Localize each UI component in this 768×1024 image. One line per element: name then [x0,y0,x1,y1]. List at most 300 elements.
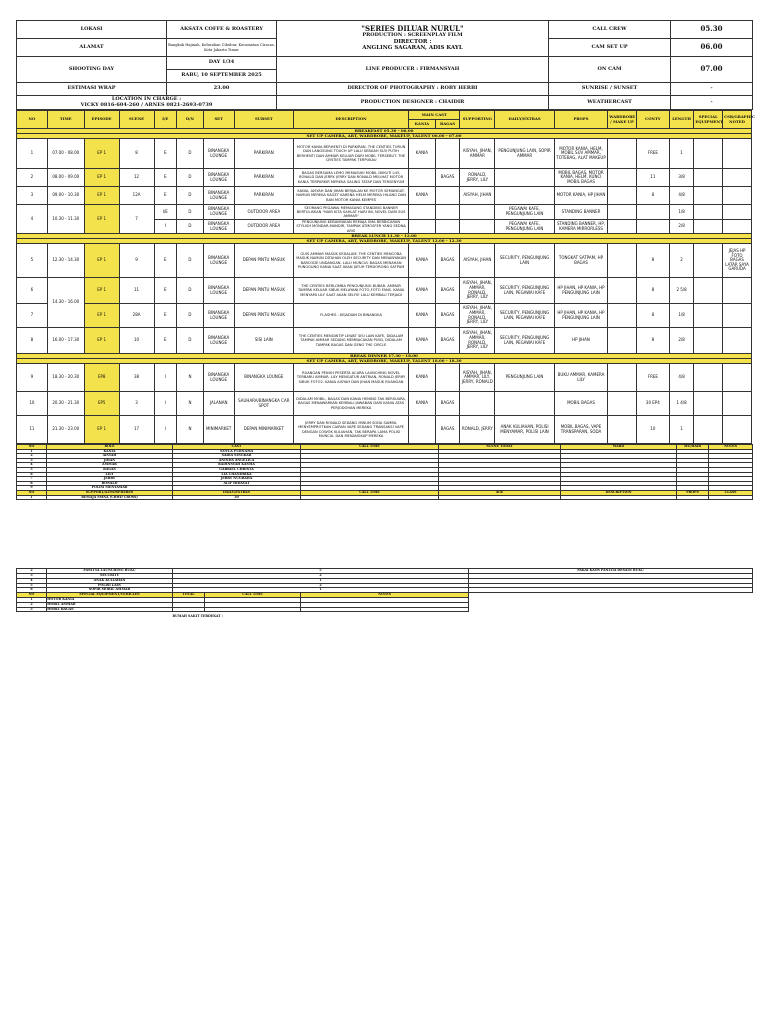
scene-wardrobe [608,187,637,205]
scene-row[interactable] [17,244,752,278]
scene-csr [723,278,752,304]
extras-qty: 2 [173,583,469,588]
scene-no: 5 [17,244,48,278]
scene-set: BINANGKA LOUNGE [203,169,234,187]
scene-props: MOTOR KANIA, HELM, MOBIL SUV AMMAR, TOTEBAG, ALAT MAKEUP [554,139,607,169]
col-supporting: SUPPORTING [460,111,495,129]
cast-name: SABIA SINGKAR [173,454,301,459]
scene-supporting: AISYAH, JIHAN, AMMAR, LILY, JERRY, RONALD [460,364,495,392]
production-designer: PRODUCTION DESIGNER : CHAIDIR [277,96,549,110]
scene-special [694,304,723,328]
scene-number: 8 [119,139,154,169]
scene-supporting: AISYAH, JIHAN [460,244,495,278]
scene-cast-a: KANIA [409,392,436,416]
scene-cast-b [435,205,460,220]
scene-cast-b: BAGAS [435,278,460,304]
cast-head-call: CALL TIME [301,445,439,450]
day-value: DAY 1/34 [167,57,277,70]
scene-length: 4/8 [669,187,694,205]
scene-episode: EP 1 [84,278,119,304]
scene-episode: EP 1 [84,187,119,205]
scene-subset: SISI LAIN [234,328,294,354]
support-no: 1 [17,495,47,500]
col-no: NO [17,111,48,129]
scene-description: PENGUNJUNG KEBANYAKAN REMAJA SMA BERBICARAN STYLISH MONDAR-MANDIR, TAMPAK ATMOSFER YANG SEDNA ARIS [294,220,409,234]
weathercast-value: - [671,96,753,110]
scene-special [694,328,723,354]
scene-supporting: AISYAH, JIHAN [460,187,495,205]
scene-ie: I [154,392,177,416]
support-head-age: AGE [439,490,561,495]
scene-csr [723,304,752,328]
support-head-desc: DESCRIPTION [561,490,677,495]
cast-name: ALIF HIDAYAT [173,481,301,486]
scene-time: 20.30 - 21.30 [47,392,84,416]
scene-number: 10 [119,328,154,354]
cast-role: RONALD [47,481,173,486]
scene-props: MOBIL BAGAS, VAPE TRANSPARAN, SODA [554,416,607,444]
equip-item: MOTOR KANIA [47,597,173,602]
scene-props: MOTOR KANIA, HP JIHAN [554,187,607,205]
scene-description: MOTOR KANIA BERHENTI DI PARKIRAN. THE CENTIES TURUN DAN LANGSUNG TOUCH UP LALU SEBUAH SUV PUTIH BERHENTI DAN AMMAR KELUAR DARI MOBIL TERSEBUT. THE CENTIES TAMPAK TERPUKAU [294,139,409,169]
scene-length: 4/8 [669,364,694,392]
scene-conty: FREE [636,364,669,392]
scene-number: 28A [119,304,154,328]
scene-cast-a: KANIA [409,278,436,304]
scene-row[interactable] [17,392,752,416]
scene-csr: JEJAS HP FOTO BAGAS LATAR SAYA GARUDA [723,244,752,278]
scene-ie: I/E [154,205,177,220]
series-title-cell [277,21,549,57]
scene-row[interactable] [17,278,752,304]
scene-supporting [460,220,495,234]
scene-cast-b: BAGAS [435,328,460,354]
dop: DIRECTOR OF PHOTOGRAPHY : ROBY HERBI [277,83,549,96]
scene-supporting [460,205,495,220]
cast-role: LILY [47,472,173,477]
scene-number: 3 [119,392,154,416]
scene-ie: I [154,416,177,444]
scene-daily: SECURITY, PENGUNJUNG LAIN [495,244,555,278]
extras-no: 3 [17,573,47,578]
col-conty: CONTY [636,111,669,129]
scene-supporting: AISYAH, JIHAN, AMMAR, RONALD, JERRY, LILY [460,278,495,304]
scene-special [694,139,723,169]
scene-conty: 10 [636,416,669,444]
scene-row[interactable] [17,187,752,205]
col-main-cast: MAIN CAST [409,111,460,120]
scene-time: 07.00 - 08.00 [47,139,84,169]
cam-setup-label: CAM SET UP [549,39,671,57]
band-setup3: SET UP CAMERA, ART, WARDROBE, MAKEUP, TALENT 18.00 - 18.30 [17,359,752,364]
scene-csr [723,187,752,205]
scene-no: 4 [17,205,48,234]
scene-special [694,205,723,220]
scene-cast-a [409,169,436,187]
support-head-cast: DAILY/EXTRAS [173,490,301,495]
scene-conty: 11 [636,169,669,187]
scene-cast-b: BAGAS [435,416,460,444]
sunrise-value: - [671,83,753,96]
scene-time: 10.30 - 11.30 [47,205,84,234]
scene-cast-a [409,205,436,220]
extras-qty: 1 [173,578,469,583]
scene-episode: EP 1 [84,416,119,444]
schedule-table [16,110,756,444]
director-value: ANGLING SAGARAN, ADIS KAYL [362,45,463,52]
scene-special [694,364,723,392]
scene-daily [495,187,555,205]
cast-name: NOVLA PURNAMA [173,449,301,454]
col-daily: DAILY/EXTRAS [495,111,555,129]
cast-name: RADINSYAH KASMA [173,463,301,468]
scene-supporting: AISYAH, JIHAN, AMMAR, RONALD, JERRY, LILY [460,304,495,328]
scene-daily [495,392,555,416]
scene-subset: PARKIRAN [234,139,294,169]
cast-head-scene: SCENE TODAY [439,445,561,450]
scene-daily: PEGAWAI KAFE, PENGUNJUNG LAIN [495,205,555,220]
scene-row[interactable] [17,364,752,392]
scene-daily: PEGAWAI KAFE, PENGUNJUNG LAIN [495,220,555,234]
scene-daily: PENGUNJUNG LAIN [495,364,555,392]
col-cast-a: KANIA [409,120,436,129]
equip-head-call: CALL TIME [205,593,301,598]
scene-no: 2 [17,169,48,187]
band-lunch: BREAK LUNCH 11.30 - 12.00 [17,234,752,239]
scene-props: TONGKAT SATPAM, HP BAGAS [554,244,607,278]
call-sheet [16,20,756,622]
scene-length: 3/8 [669,169,694,187]
col-description: DESCRIPTION [294,111,409,129]
scene-props: BUKU AMMAR, KAMERA LILY [554,364,607,392]
cast-role: JIHAN [47,458,173,463]
scene-conty [636,220,669,234]
band-dinner: BREAK DINNER 17.30 - 18.00 [17,354,752,359]
cast-no: 2 [17,454,47,459]
scene-description: RUANGAN PENUH PESERTA ACARA LAUNCHING NOVEL TERBARU AMMAR. LILY MENGATUR ANTRIAN, RONALD JERRY SIBUK FOTO2. KANIA AISYAH DAN JIHAN MASUK RUANGAN [294,364,409,392]
col-csr: CSR/GRAPHIC NOTED [723,111,752,129]
band-setup2: SET UP CAMERA, ART, WARDROBE, MAKEUP, TALENT 12.00 - 12.30 [17,239,752,244]
scene-time: 18.30 - 20.30 [47,364,84,392]
scene-wardrobe [608,244,637,278]
scene-no: 7 [17,304,48,328]
cast-head-notes: NOTES [709,445,753,450]
scene-number: 7 [119,205,154,234]
scene-description: KANIA, AISYAH DAN JIHAN BERJALAN KE MOTOR SEMANGAT. NAMUN MEREKA KAGET KARENA HELM MEREKA HILANG DAN BAN MOTOR KANIA KEMPES [294,187,409,205]
col-special: SPECIAL EQUIPMENT [694,111,723,129]
scene-no: 9 [17,364,48,392]
scene-conty: 30 EP4 [636,392,669,416]
scene-episode: EP 1 [84,139,119,169]
scene-cast-b: BAGAS [435,304,460,328]
scene-length: 1 [669,416,694,444]
scene-wardrobe [608,139,637,169]
scene-set: BINANGKA LOUNGE [203,244,234,278]
col-set: SET [203,111,234,129]
scene-special [694,416,723,444]
scene-subset: DEPAN PINTU MASUK [234,244,294,278]
lower-table [16,568,753,622]
scene-number: 12A [119,187,154,205]
band-breakfast: BREAKFAST 05.30 - 06.00 [17,129,752,134]
scene-subset: PARKIRAN [234,169,294,187]
date-value: RABU, 10 SEPTEMBER 2025 [167,70,277,83]
scene-subset: OUTDOOR AREA [234,220,294,234]
scene-csr [723,392,752,416]
cast-name: ANINDA ANGELICA [173,458,301,463]
scene-no: 11 [17,416,48,444]
scene-dn: D [177,244,204,278]
extras-qty: 2 [173,573,469,578]
line-producer: LINE PRODUCER : FIRMANSYAH [277,57,549,83]
scene-length: 2 [669,244,694,278]
cast-name: JERRY NUGRAHA [173,477,301,482]
cast-table [16,444,753,500]
extras-no: 4 [17,578,47,583]
scene-props: MOBIL BAGAS [554,392,607,416]
scene-ie: E [154,169,177,187]
alamat-value: Bangkok Hajinah, Kelurahan Cibubur, Kecamatan Ciracas, Kota Jakarta Timur [167,39,277,57]
scene-dn: D [177,220,204,234]
extras-role: SECURITY [47,573,173,578]
scene-row[interactable] [17,169,752,187]
extras-no: 6 [17,588,47,593]
scene-special [694,187,723,205]
scene-special [694,220,723,234]
call-crew-label: CALL CREW [549,21,671,39]
scene-length: 2/8 [669,220,694,234]
scene-no: 1 [17,139,48,169]
scene-wardrobe [608,416,637,444]
scene-subset: PARKIRAN [234,187,294,205]
scene-time: 08.00 - 09.00 [47,169,84,187]
scene-episode: EP 1 [84,328,119,354]
scene-props: STANDING BANNER [554,205,607,220]
scene-cast-b: BAGAS [435,244,460,278]
scene-wardrobe [608,364,637,392]
scene-ie: E [154,304,177,328]
cast-no: 7 [17,477,47,482]
scene-conty: FREE [636,139,669,169]
wrap-label: ESTIMASI WRAP [17,83,167,96]
cast-name: LIA CHANDRIKA [173,472,301,477]
scene-episode: EP 1 [84,244,119,278]
extras-qty: 1 [173,588,469,593]
scene-conty: 8 [636,244,669,278]
scene-dn: N [177,364,204,392]
scene-wardrobe [608,220,637,234]
scene-description: THE CENTIES MENGINTIP LEWAT SISI LAIN KAFE, DIDALAM TAMPAK AMMAR SEDANG MEMBACAKAN PUISI, DIDALAM TAMPAK BAGAS DAN GENG THE CIRCLE [294,328,409,354]
equip-no: 3 [17,607,47,612]
scene-props: HP JIHAN, HP KANIA, HP PENGUNJUNG LAIN [554,304,607,328]
wrap-value: 23.00 [167,83,277,96]
scene-cast-a: KANIA [409,328,436,354]
col-length: LENGTH [669,111,694,129]
header-table [16,20,753,110]
scene-dn: N [177,416,204,444]
col-time: TIME [47,111,84,129]
scene-description: SEORANG PEGAWAI MEMASANG STANDING BANNER BERTULISKAN "NIAR KITA SAHLAT HARI INI, NOVEL DARI SUS AMMAR" [294,205,409,220]
scene-dn: N [177,392,204,416]
scene-wardrobe [608,205,637,220]
scene-cast-b [435,220,460,234]
scene-subset: DEPAN PINTU MASUK [234,278,294,304]
scene-length: 1/8 [669,205,694,220]
equip-no: 1 [17,597,47,602]
scene-set: BINANGKA LOUNGE [203,220,234,234]
support-head-class: CLASS [709,490,753,495]
scene-csr [723,220,752,234]
scene-dn: D [177,169,204,187]
director-label: DIRECTOR : [393,39,432,46]
production-company: PRODUCTION : SCREENPLAY FILM [362,32,463,39]
scene-dn: D [177,187,204,205]
support-head-props: PROPS [677,490,709,495]
cast-no: 6 [17,472,47,477]
scene-dn: D [177,139,204,169]
scene-wardrobe [608,304,637,328]
on-cam-value: 07.00 [671,57,753,83]
col-episode: EPISODE [84,111,119,129]
support-empty-cell [709,495,753,500]
scene-description: BAGAS BERSAMA LEMO MEMASUKI MOBIL DIIKUTI LILY, RONALD DAN JERRY. JERRY DAN RONALD MELIHAT MOTOR KANIA TERPARKIR MEREKA SALING TATAP DAN TERSENYUM [294,169,409,187]
scene-props: STANDING BANNER, HP, KAMERA MIRRORLESS [554,220,607,234]
scene-cast-b: BAGAS [435,169,460,187]
cast-head-ward: WARD [561,445,677,450]
cast-name: GABRIEL CHRISTA [173,467,301,472]
scene-length: 2/8 [669,328,694,354]
scene-length: 2 5/8 [669,278,694,304]
extras-notes: PAKAI KAOS PANITIA DESAIN BUKU [469,569,753,574]
cast-head-role: ROLE [47,445,173,450]
scene-set: BINANGKA LOUNGE [203,139,234,169]
scene-daily: SECURITY, PENGUNJUNG LAIN, PEGAWAI KAFE [495,328,555,354]
location-incharge-label: LOCATION IN CHARGE : [111,95,182,102]
support-row[interactable] [17,495,753,500]
scene-set: BINANGKA LOUNGE [203,364,234,392]
scene-ie: E [154,328,177,354]
cast-role: BAGAS [47,467,173,472]
scene-cast-a: KANIA [409,364,436,392]
equip-head-item: SPECIAL EQUIPMENT/VEHICLES [47,593,173,598]
scene-props: MOBIL BAGAS, MOTOR KANIA, HELM, KUNCI MOBIL BAGAS [554,169,607,187]
support-head-call: CALL TIME [301,490,439,495]
scene-length: 1/8 [669,304,694,328]
cam-setup-value: 06.00 [671,39,753,57]
scene-special [694,244,723,278]
col-scene: SCENE [119,111,154,129]
scene-subset: SAUHARA/BINANGKA CAR SPOT [234,392,294,416]
on-cam-label: ON CAM [549,57,671,83]
series-title: "SERIES DILUAR NURUL" [361,24,464,34]
scene-wardrobe [608,169,637,187]
lokasi-value: AKSATA COFFE & ROASTERY [167,21,277,39]
scene-row[interactable] [17,328,752,354]
scene-props: HP JIHAN, HP KANIA, HP PENGUNJUNG LAIN [554,278,607,304]
scene-row[interactable] [17,205,752,220]
scene-row[interactable] [17,139,752,169]
cast-role: POLISI MENYAMAR [47,486,173,491]
support-role: REMAJA SMNA (CRWD CROSS) [47,495,173,500]
scene-subset: OUTDOOR AREA [234,205,294,220]
cast-no: 3 [17,458,47,463]
cast-role: AMMAR [47,463,173,468]
scene-wardrobe [608,278,637,304]
scene-supporting: AISYAH, JIHAN, AMMAR, RONALD, JERRY, LILY [460,328,495,354]
extras-no: 2 [17,569,47,574]
hospital-label: RUMAH SAKIT TERDEKAT : [172,614,223,619]
scene-ie: E [154,187,177,205]
cast-no: 5 [17,467,47,472]
scene-episode: EP 1 [84,205,119,234]
scene-description: DIDALAM MOBIL, BAGAS DAN KANIA HENING TAK BERSUARA, BAGAS MENAWARKAN KEMBALI JAWABAN DARI KANIA ATAS PERJODOHAN MEREKA [294,392,409,416]
cast-head-cast: CAST [173,445,301,450]
scene-time: 09.00 - 10.30 [47,187,84,205]
scene-csr [723,139,752,169]
cast-head-no: NO [17,445,47,450]
scene-special [694,392,723,416]
extras-qty: 5 [173,569,469,574]
scene-number: 17 [119,416,154,444]
scene-cast-a [409,220,436,234]
scene-subset: DEPAN PINTU MASUK [234,304,294,328]
support-empty-cell [677,495,709,500]
scene-set: BINANGKA LOUNGE [203,205,234,220]
hospital-row [17,612,753,623]
scene-wardrobe [608,328,637,354]
shooting-day-label: SHOOTING DAY [17,57,167,83]
equip-item: MOBIL BAGAS [47,607,173,612]
scene-length: 1 [669,139,694,169]
scene-subset: DEPAN MINIMARKET [234,416,294,444]
scene-number: 11 [119,278,154,304]
scene-row[interactable] [17,304,752,328]
hospital-spacer [17,612,173,623]
weathercast-label: WEATHERCAST [549,96,671,110]
scene-cast-b [435,139,460,169]
scene-time: 21.30 - 23.00 [47,416,84,444]
scene-cast-a [409,416,436,444]
scene-set: BINANGKA LOUNGE [203,328,234,354]
scene-csr [723,328,752,354]
scene-set: MINIMARKET [203,416,234,444]
col-dn: D/N [177,111,204,129]
scene-cast-a: KANIA [409,304,436,328]
scene-cast-a: KANIA [409,187,436,205]
scene-ie: E [154,139,177,169]
location-contacts: VICKY 0816-604-260 / ARNES 0821-2693-0739 [80,101,213,108]
scene-special [694,169,723,187]
cast-no: 1 [17,449,47,454]
call-crew-value: 05.30 [671,21,753,39]
scene-dn: D [177,278,204,304]
col-cast-b: BAGAS [435,120,460,129]
lokasi-label: LOKASI [17,21,167,39]
col-ie: I/E [154,111,177,129]
scene-dn: D [177,205,204,220]
scene-subset: BINANGKA LOUNGE [234,364,294,392]
scene-ie: E [154,244,177,278]
scene-ie: I [154,364,177,392]
support-empty-cell [301,495,439,500]
scene-episode: EP8 [84,364,119,392]
cast-role: KANIA [47,449,173,454]
scene-row[interactable] [17,416,752,444]
scene-special [694,278,723,304]
extras-role: SOPIR MOBIL AMMAR [47,588,173,593]
scene-daily: PENGUNJUNG LAIN, SOPIR AMMAR [495,139,555,169]
scene-csr [723,416,752,444]
